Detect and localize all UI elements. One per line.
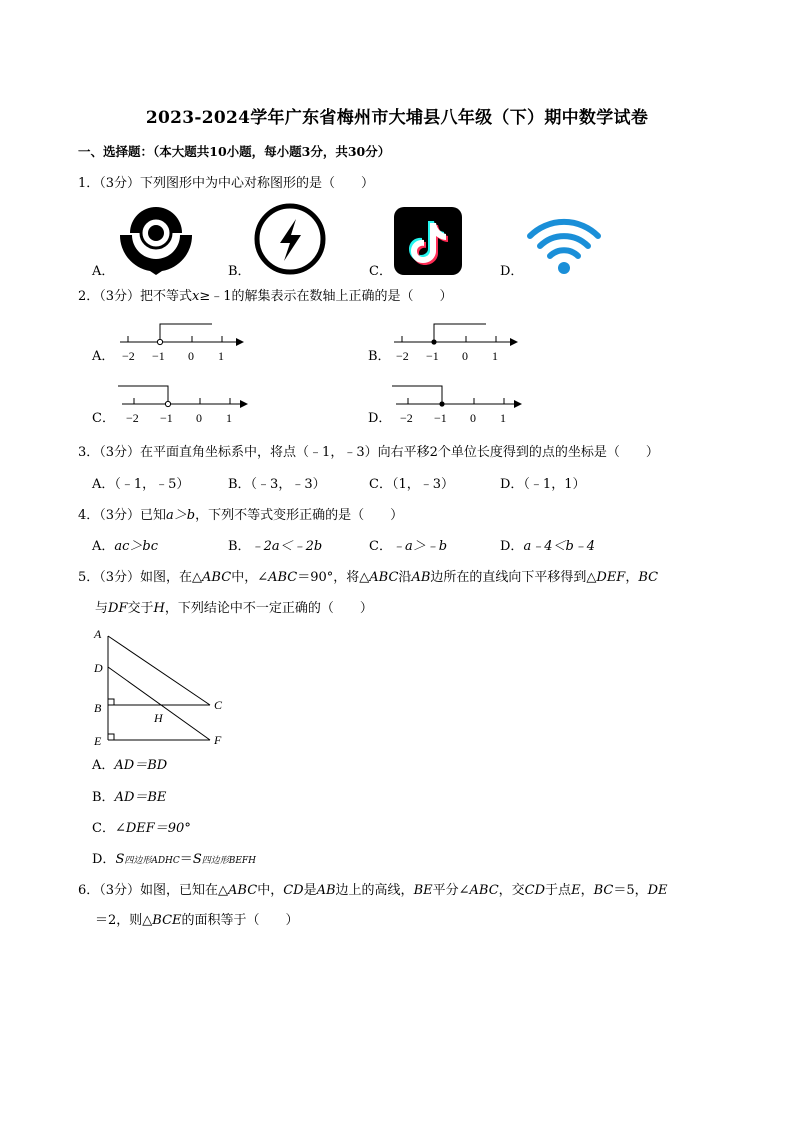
q2-stem-part-b: ≥﹣1的解集表示在数轴上正确的是（ ） bbox=[199, 289, 453, 304]
q2b-tick-label-0: 0 bbox=[462, 349, 468, 363]
q6-l1-be: BE bbox=[413, 883, 433, 898]
q5-l2-text1: 与 bbox=[95, 601, 109, 616]
q1-option-c-label[interactable]: C． bbox=[369, 264, 392, 279]
q6-stem-line2 bbox=[95, 914, 299, 927]
q2a-tick-label-neg2: −2 bbox=[122, 349, 135, 363]
q2c-tick-label-1: 1 bbox=[226, 411, 232, 425]
q2-stem-variable: x bbox=[192, 289, 200, 304]
page-title: 2023-2024学年广东省梅州市大埔县八年级（下）期中数学试卷 bbox=[145, 108, 649, 128]
q6-l1-text9: ＝5， bbox=[613, 883, 648, 898]
q5-option-a-prefix: A． bbox=[92, 758, 115, 773]
q2-number-line-c bbox=[116, 380, 254, 430]
q6-stem-line1 bbox=[78, 884, 668, 897]
q5-l2-df: DF bbox=[108, 601, 128, 616]
q1-option-a-logo-icon bbox=[118, 203, 194, 275]
q2-option-d-label[interactable]: D． bbox=[368, 411, 392, 426]
q4-option-d-prefix: D． bbox=[500, 539, 524, 554]
q5-l1-text5: 边所在的直线向下平移得到△ bbox=[430, 570, 597, 585]
q3-option-c[interactable]: C．（1，﹣3） bbox=[369, 477, 454, 492]
q5-option-d-s2: S bbox=[192, 852, 202, 867]
q1-stem: 1．（3分）下列图形中为中心对称图形的是（ ） bbox=[78, 176, 375, 191]
q5-option-c-prefix: C． bbox=[92, 821, 115, 836]
q2-number-line-a bbox=[118, 318, 250, 368]
q2a-tick-label-neg1: −1 bbox=[152, 349, 165, 363]
q1-option-d-label[interactable]: D． bbox=[500, 264, 524, 279]
q4-option-a-prefix: A． bbox=[92, 539, 115, 554]
q6-l1-text8: ， bbox=[580, 883, 594, 898]
q6-l2-bce: BCE bbox=[152, 913, 182, 928]
q6-l2-text1: ＝2，则△ bbox=[95, 913, 153, 928]
q6-l1-de: DE bbox=[647, 883, 668, 898]
q4-stem-part-a: 4．（3分）已知 bbox=[78, 508, 167, 523]
q5-label-e: E bbox=[94, 734, 102, 748]
q5-option-d-s1: S bbox=[115, 852, 125, 867]
q6-l2-text2: 的面积等于（ ） bbox=[181, 913, 299, 928]
q5-geometry-figure bbox=[90, 624, 240, 750]
q2-number-line-b bbox=[392, 318, 524, 368]
q6-l1-text4: 边上的高线， bbox=[335, 883, 414, 898]
q5-l1-text2: 中，∠ bbox=[231, 570, 269, 585]
q4-option-c-expr: ﹣a＞﹣b bbox=[391, 539, 448, 554]
q3-option-b[interactable]: B．（﹣3，﹣3） bbox=[228, 477, 326, 492]
q2b-tick-label-1: 1 bbox=[492, 349, 498, 363]
q4-option-c-prefix: C． bbox=[369, 539, 392, 554]
q5-l1-text3: ＝90°，将△ bbox=[297, 570, 370, 585]
q6-l1-e: E bbox=[571, 883, 581, 898]
q2-option-b-label[interactable]: B． bbox=[368, 349, 391, 364]
q4-option-c[interactable] bbox=[369, 540, 447, 553]
q3-option-a[interactable]: A．（﹣1，﹣5） bbox=[92, 477, 190, 492]
q6-l1-abc2: ABC bbox=[469, 883, 499, 898]
q5-label-c: C bbox=[214, 698, 223, 712]
q5-option-b-expr: AD＝BE bbox=[114, 790, 167, 805]
q2b-tick-label-neg2: −2 bbox=[396, 349, 409, 363]
q4-option-a[interactable] bbox=[92, 540, 158, 553]
q5-option-b-prefix: B． bbox=[92, 790, 115, 805]
q1-option-d-wifi-icon bbox=[526, 218, 602, 276]
q1-option-c-tiktok-icon bbox=[394, 207, 462, 275]
q1-option-a-label[interactable]: A． bbox=[92, 264, 115, 279]
q5-option-c[interactable] bbox=[92, 822, 191, 835]
q6-l1-text5: 平分∠ bbox=[432, 883, 470, 898]
q5-stem-line1 bbox=[78, 571, 658, 584]
q5-option-d-prefix: D． bbox=[92, 852, 116, 867]
q5-l2-text3: ，下列结论中不一定正确的（ ） bbox=[164, 601, 373, 616]
q5-option-d-eq: ＝ bbox=[179, 852, 193, 867]
q5-option-d-sub1: 四边形ADHC bbox=[124, 856, 180, 866]
q2c-tick-label-neg2: −2 bbox=[126, 411, 139, 425]
q2b-tick-label-neg1: −1 bbox=[426, 349, 439, 363]
q3-option-d[interactable]: D．（﹣1，1） bbox=[500, 477, 586, 492]
q5-l1-text4: 沿 bbox=[398, 570, 412, 585]
q6-l1-text7: 于点 bbox=[545, 883, 572, 898]
q4-option-b[interactable] bbox=[228, 540, 322, 553]
q2d-tick-label-neg2: −2 bbox=[400, 411, 413, 425]
q2d-tick-label-neg1: −1 bbox=[434, 411, 447, 425]
q5-l1-abc3: ABC bbox=[369, 570, 399, 585]
q3-stem: 3．（3分）在平面直角坐标系中，将点（﹣1，﹣3）向右平移2个单位长度得到的点的坐标是（ ） bbox=[78, 445, 659, 460]
q5-label-a: A bbox=[94, 627, 102, 641]
q6-l1-abc: ABC bbox=[228, 883, 258, 898]
q6-l1-ab: AB bbox=[316, 883, 336, 898]
q4-option-d-expr: a﹣4＜b﹣4 bbox=[523, 539, 596, 554]
q4-option-d[interactable] bbox=[500, 540, 595, 553]
q5-option-c-expr: ∠DEF＝90° bbox=[114, 821, 191, 836]
q2-option-c-label[interactable]: C． bbox=[92, 411, 115, 426]
q2c-tick-label-0: 0 bbox=[196, 411, 202, 425]
q5-option-a-expr: AD＝BD bbox=[114, 758, 168, 773]
q2d-tick-label-0: 0 bbox=[470, 411, 476, 425]
q5-option-d[interactable] bbox=[92, 853, 256, 866]
q5-l1-abc1: ABC bbox=[202, 570, 232, 585]
q6-l1-text2: 中， bbox=[257, 883, 284, 898]
q1-option-b-label[interactable]: B． bbox=[228, 264, 251, 279]
q5-l1-text1: 5．（3分）如图，在△ bbox=[78, 570, 203, 585]
q5-label-d: D bbox=[94, 661, 103, 675]
q4-option-b-expr: ﹣2a＜﹣2b bbox=[250, 539, 323, 554]
q4-option-b-prefix: B． bbox=[228, 539, 251, 554]
q5-option-a[interactable] bbox=[92, 759, 167, 772]
q2-option-a-label[interactable]: A． bbox=[92, 349, 115, 364]
q4-stem-condition: a＞b bbox=[166, 508, 196, 523]
q6-l1-text3: 是 bbox=[303, 883, 317, 898]
q5-stem-line2 bbox=[95, 602, 373, 615]
q5-l1-abc2: ABC bbox=[268, 570, 298, 585]
q2c-tick-label-neg1: −1 bbox=[160, 411, 173, 425]
q2a-tick-label-0: 0 bbox=[188, 349, 194, 363]
q2a-tick-label-1: 1 bbox=[218, 349, 224, 363]
q6-l1-text1: 6．（3分）如图，已知在△ bbox=[78, 883, 229, 898]
section-heading: 一、选择题：（本大题共10小题，每小题3分，共30分） bbox=[78, 144, 391, 159]
q5-l1-def: DEF bbox=[596, 570, 626, 585]
q4-stem-part-b: ，下列不等式变形正确的是（ ） bbox=[195, 508, 404, 523]
q4-option-a-expr: ac＞bc bbox=[114, 539, 159, 554]
q5-l1-bc: BC bbox=[638, 570, 659, 585]
q2-number-line-d bbox=[390, 380, 528, 430]
q5-label-b: B bbox=[94, 701, 102, 715]
q5-label-f: F bbox=[214, 733, 222, 747]
q5-l2-text2: 交于 bbox=[127, 601, 154, 616]
q6-l1-cd2: CD bbox=[524, 883, 546, 898]
q5-l2-h: H bbox=[153, 601, 165, 616]
q5-l1-text6: ， bbox=[625, 570, 639, 585]
q2-stem-part-a: 2．（3分）把不等式 bbox=[78, 289, 193, 304]
q2d-tick-label-1: 1 bbox=[500, 411, 506, 425]
q6-l1-cd: CD bbox=[283, 883, 304, 898]
q2-stem bbox=[78, 290, 453, 303]
q1-option-b-lightning-icon bbox=[253, 203, 327, 275]
q5-l1-ab: AB bbox=[411, 570, 431, 585]
q5-option-d-sub2: 四边形BEFH bbox=[201, 856, 256, 866]
q4-stem bbox=[78, 509, 403, 522]
q5-label-h: H bbox=[154, 711, 163, 725]
q6-l1-text6: ，交 bbox=[498, 883, 525, 898]
q6-l1-bc: BC bbox=[593, 883, 614, 898]
q5-option-b[interactable] bbox=[92, 791, 166, 804]
